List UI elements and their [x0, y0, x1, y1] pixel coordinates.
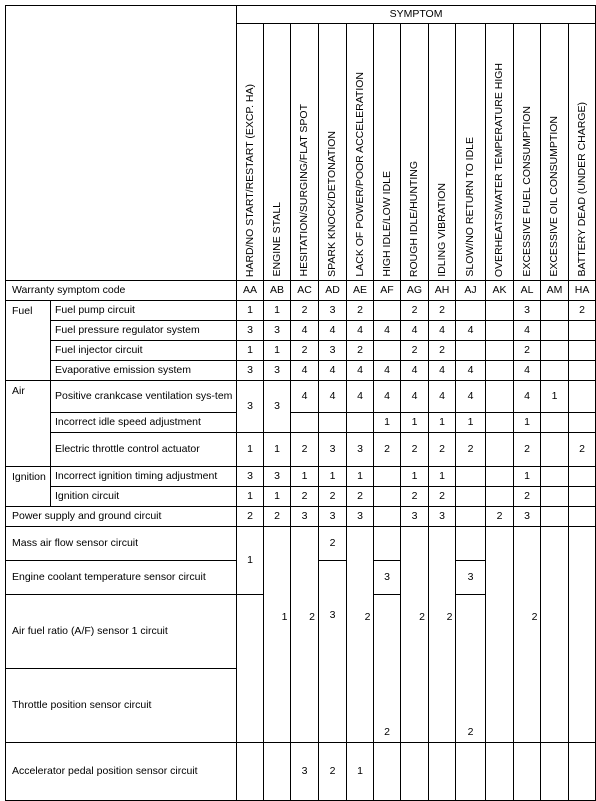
- value-cell: 4: [401, 361, 429, 381]
- value-cell: 2: [429, 301, 456, 321]
- table-row: [6, 321, 596, 341]
- value-cell: 2: [291, 341, 319, 361]
- value-cell: [456, 341, 486, 361]
- corner-cell: [6, 6, 237, 281]
- value-cell: 4: [456, 381, 486, 413]
- symptom-header-aj: SLOW/NO RETURN TO IDLE: [456, 24, 486, 281]
- value-cell: 1: [429, 467, 456, 487]
- value-cell: 3: [319, 507, 347, 527]
- value-cell: 3: [319, 301, 347, 321]
- value-cell: 3: [347, 433, 374, 467]
- value-cell: [541, 527, 569, 743]
- value-cell: 1: [401, 467, 429, 487]
- category-fuel: Fuel: [6, 301, 51, 381]
- row-label-maf: Mass air flow sensor circuit: [6, 527, 237, 561]
- value-cell: 3: [319, 433, 347, 467]
- value-cell: [264, 669, 291, 743]
- overlay-ah-af: 2: [446, 611, 453, 623]
- value-cell: [486, 301, 514, 321]
- value-cell: 1: [514, 467, 541, 487]
- value-cell: 3: [319, 341, 347, 361]
- value-cell: [514, 527, 541, 669]
- value-cell: [456, 467, 486, 487]
- row-label-pcv: Positive crankcase ventilation sys-tem: [51, 381, 237, 413]
- value-cell: [514, 669, 541, 743]
- value-cell: 1: [374, 413, 401, 433]
- value-cell: 2: [401, 301, 429, 321]
- value-cell: 1: [319, 467, 347, 487]
- value-cell: [264, 527, 291, 669]
- code-cell: AJ: [456, 281, 486, 301]
- value-cell: [429, 527, 456, 669]
- table-row: [6, 361, 596, 381]
- value-cell: 3: [291, 743, 319, 801]
- overlay-ae-af: 2: [364, 611, 371, 623]
- value-cell: [319, 669, 347, 743]
- value-cell: 1: [456, 413, 486, 433]
- value-cell: 4: [456, 361, 486, 381]
- value-cell: [569, 507, 596, 527]
- value-cell: 2: [319, 527, 347, 561]
- value-cell: [541, 341, 569, 361]
- code-cell: AM: [541, 281, 569, 301]
- value-cell: 4: [401, 321, 429, 341]
- row-label-ignition-timing: Incorrect ignition timing adjustment: [51, 467, 237, 487]
- value-cell: 4: [319, 381, 347, 413]
- value-cell: 4: [291, 381, 319, 413]
- row-label-power: Power supply and ground circuit: [6, 507, 237, 527]
- value-cell: [541, 433, 569, 467]
- value-cell: [456, 507, 486, 527]
- table-row: [6, 301, 596, 321]
- value-cell: 3: [514, 507, 541, 527]
- value-cell: 4: [429, 381, 456, 413]
- value-cell: 4: [374, 361, 401, 381]
- value-cell: 3: [237, 361, 264, 381]
- value-cell: [541, 413, 569, 433]
- overlay-al-af: 2: [531, 611, 538, 623]
- value-cell: 2: [347, 487, 374, 507]
- row-label-fuel-pump: Fuel pump circuit: [51, 301, 237, 321]
- value-cell: 2: [569, 301, 596, 321]
- value-cell: [569, 321, 596, 341]
- value-cell: 3: [264, 361, 291, 381]
- category-ignition: Ignition: [6, 467, 51, 507]
- row-label-fuel-injector: Fuel injector circuit: [51, 341, 237, 361]
- value-cell: 4: [514, 321, 541, 341]
- value-cell: 4: [429, 361, 456, 381]
- value-cell: 2: [456, 433, 486, 467]
- value-cell: [541, 487, 569, 507]
- value-cell: 3: [514, 301, 541, 321]
- value-cell: 2: [237, 507, 264, 527]
- value-cell: [347, 413, 374, 433]
- value-cell: [291, 527, 319, 669]
- value-cell: [486, 341, 514, 361]
- value-cell: [347, 669, 374, 743]
- code-cell: AF: [374, 281, 401, 301]
- value-cell: 2: [374, 433, 401, 467]
- table-row: [6, 433, 596, 467]
- value-cell: 3: [347, 507, 374, 527]
- value-cell: 2: [569, 433, 596, 467]
- value-cell: 1: [291, 467, 319, 487]
- value-cell: 1: [237, 341, 264, 361]
- value-cell: 2: [291, 433, 319, 467]
- value-cell: 1: [429, 413, 456, 433]
- symptom-header-ad: SPARK KNOCK/DETONATION: [319, 24, 347, 281]
- table-row: [6, 341, 596, 361]
- code-cell: AG: [401, 281, 429, 301]
- table-row: [6, 507, 596, 527]
- symptom-header-ac: HESITATION/SURGING/FLAT SPOT: [291, 24, 319, 281]
- row-label-fuel-pressure: Fuel pressure regulator system: [51, 321, 237, 341]
- value-cell: [374, 301, 401, 321]
- value-cell: [541, 507, 569, 527]
- value-cell: [569, 361, 596, 381]
- value-cell: 4: [401, 381, 429, 413]
- value-cell: [401, 527, 429, 669]
- value-cell: 2: [456, 595, 486, 743]
- symptom-header-ae: LACK OF POWER/POOR ACCELERATION: [347, 24, 374, 281]
- value-cell: [569, 467, 596, 487]
- row-label-evap: Evaporative emission system: [51, 361, 237, 381]
- value-cell: 1: [541, 381, 569, 413]
- value-cell: 1: [264, 487, 291, 507]
- value-cell: 2: [401, 341, 429, 361]
- category-air: Air: [6, 381, 51, 467]
- value-cell: 1: [347, 467, 374, 487]
- value-cell: [486, 487, 514, 507]
- value-cell: 2: [401, 487, 429, 507]
- value-cell: 2: [319, 487, 347, 507]
- overlay-ab-af: 1: [281, 611, 288, 623]
- value-cell: 2: [514, 341, 541, 361]
- symptom-header-ah: IDLING VIBRATION: [429, 24, 456, 281]
- value-cell: [486, 321, 514, 341]
- value-cell: [319, 413, 347, 433]
- value-cell: 3: [429, 507, 456, 527]
- code-cell: AC: [291, 281, 319, 301]
- value-cell: 4: [347, 381, 374, 413]
- value-cell: [374, 341, 401, 361]
- value-cell: [347, 527, 374, 669]
- value-cell: 1: [237, 433, 264, 467]
- value-cell: 4: [291, 321, 319, 341]
- table-row: [6, 527, 596, 561]
- diagnosis-table: [5, 5, 596, 801]
- value-cell: 2: [264, 507, 291, 527]
- code-cell: AA: [237, 281, 264, 301]
- table-row: [6, 413, 596, 433]
- code-row: [6, 281, 596, 301]
- value-cell: 2: [429, 341, 456, 361]
- symptom-header-ag: ROUGH IDLE/HUNTING: [401, 24, 429, 281]
- value-cell: [374, 527, 401, 561]
- value-cell: [429, 669, 456, 743]
- value-cell: 3: [401, 507, 429, 527]
- value-cell: 2: [347, 301, 374, 321]
- value-cell: 1: [264, 301, 291, 321]
- value-cell: 3: [237, 381, 264, 433]
- value-cell: 3: [264, 381, 291, 433]
- value-cell: 1: [514, 413, 541, 433]
- table-row: [6, 487, 596, 507]
- row-label-idle-speed: Incorrect idle speed adjustment: [51, 413, 237, 433]
- value-cell: 1: [347, 743, 374, 801]
- symptom-header-aa: HARD/NO START/RESTART (EXCP. HA): [237, 24, 264, 281]
- value-cell: 3: [264, 467, 291, 487]
- symptom-header-ab: ENGINE STALL: [264, 24, 291, 281]
- value-cell: 4: [319, 321, 347, 341]
- value-cell: [374, 507, 401, 527]
- value-cell: 2: [486, 507, 514, 527]
- value-cell: [569, 527, 596, 743]
- value-cell: 2: [374, 595, 401, 743]
- table-row: [6, 381, 596, 413]
- code-cell: AK: [486, 281, 514, 301]
- value-cell: [541, 361, 569, 381]
- value-cell: 2: [429, 487, 456, 507]
- code-cell: AL: [514, 281, 541, 301]
- code-cell: AB: [264, 281, 291, 301]
- value-cell: [569, 381, 596, 413]
- value-cell: [456, 527, 486, 561]
- overlay-ac-af: 2: [309, 611, 315, 623]
- value-cell: [486, 467, 514, 487]
- value-cell: [291, 413, 319, 433]
- row-label-ect: Engine coolant temperature sensor circuit: [6, 561, 237, 595]
- value-cell: 1: [401, 413, 429, 433]
- row-label-tps: Throttle position sensor circuit: [6, 669, 237, 743]
- value-cell: [486, 413, 514, 433]
- value-cell: 3: [291, 507, 319, 527]
- value-cell: [486, 381, 514, 413]
- value-cell: [569, 341, 596, 361]
- symptom-header-af: HIGH IDLE/LOW IDLE: [374, 24, 401, 281]
- value-cell: 4: [347, 361, 374, 381]
- value-cell: [541, 467, 569, 487]
- value-cell: 2: [291, 301, 319, 321]
- code-cell: HA: [569, 281, 596, 301]
- value-cell: [291, 669, 319, 743]
- value-cell: 3: [237, 467, 264, 487]
- value-cell: 2: [347, 341, 374, 361]
- value-cell: 3: [237, 321, 264, 341]
- value-cell: [237, 595, 264, 669]
- value-cell: [374, 487, 401, 507]
- value-cell: 1: [237, 301, 264, 321]
- table-row: [6, 467, 596, 487]
- value-cell: [486, 527, 514, 743]
- value-cell: 4: [514, 361, 541, 381]
- value-cell: 4: [319, 361, 347, 381]
- value-cell: 2: [514, 433, 541, 467]
- overlay-ag-af: 2: [419, 611, 425, 623]
- value-cell: 4: [291, 361, 319, 381]
- row-label-throttle-actuator: Electric throttle control actuator: [51, 433, 237, 467]
- symptom-header: SYMPTOM: [237, 6, 596, 24]
- value-cell: [569, 413, 596, 433]
- value-cell: [456, 487, 486, 507]
- value-cell: 2: [429, 433, 456, 467]
- value-cell: 1: [264, 433, 291, 467]
- value-cell: [541, 301, 569, 321]
- value-cell: 2: [291, 487, 319, 507]
- value-cell: 4: [374, 381, 401, 413]
- value-cell: [456, 301, 486, 321]
- value-cell: 1: [237, 527, 264, 595]
- value-cell: 3: [264, 321, 291, 341]
- value-cell: 4: [347, 321, 374, 341]
- value-cell: [569, 487, 596, 507]
- value-cell: 2: [319, 743, 347, 801]
- value-cell: 1: [264, 341, 291, 361]
- value-cell: 4: [514, 381, 541, 413]
- value-cell: 4: [456, 321, 486, 341]
- code-cell: AH: [429, 281, 456, 301]
- value-cell: 3: [374, 561, 401, 595]
- value-cell: 3: [456, 561, 486, 595]
- value-cell: [401, 669, 429, 743]
- value-cell: [374, 467, 401, 487]
- value-cell: 2: [514, 487, 541, 507]
- code-row-label: Warranty symptom code: [6, 281, 237, 301]
- row-label-ignition-circuit: Ignition circuit: [51, 487, 237, 507]
- symptom-header-am: EXCESSIVE OIL CONSUMPTION: [541, 24, 569, 281]
- value-cell: 4: [374, 321, 401, 341]
- symptom-header-ha: BATTERY DEAD (UNDER CHARGE): [569, 24, 596, 281]
- symptom-header-al: EXCESSIVE FUEL CONSUMPTION: [514, 24, 541, 281]
- code-cell: AE: [347, 281, 374, 301]
- value-cell: 1: [237, 487, 264, 507]
- value-cell: [486, 433, 514, 467]
- row-label-af-sensor: Air fuel ratio (A/F) sensor 1 circuit: [6, 595, 237, 669]
- value-cell: [541, 321, 569, 341]
- symptom-header-ak: OVERHEATS/WATER TEMPERATURE HIGH: [486, 24, 514, 281]
- value-cell: [486, 361, 514, 381]
- value-cell: 2: [401, 433, 429, 467]
- code-cell: AD: [319, 281, 347, 301]
- row-label-app-sensor: Accelerator pedal position sensor circuit: [6, 743, 237, 801]
- value-cell: 3: [319, 561, 347, 669]
- value-cell: [237, 669, 264, 743]
- value-cell: 4: [429, 321, 456, 341]
